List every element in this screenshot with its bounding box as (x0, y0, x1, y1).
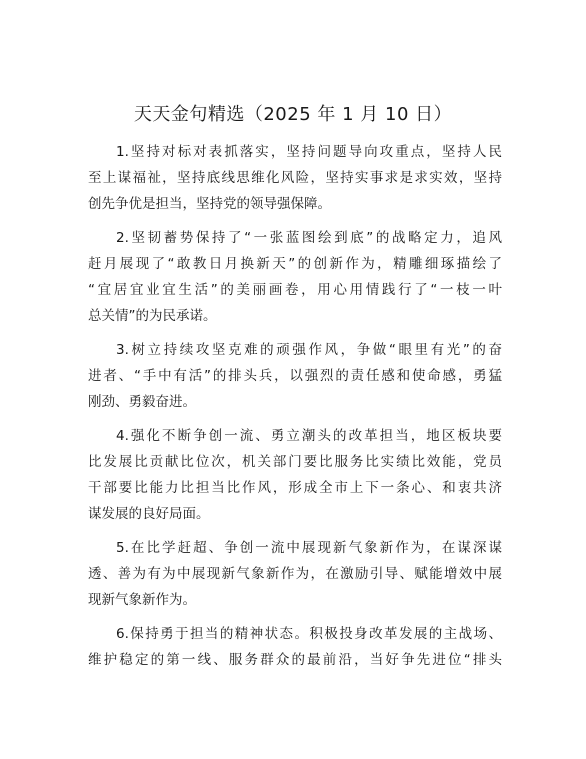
paragraph-line: 1.坚持对标对表抓落实，坚持问题导向攻重点，坚持人民 (116, 144, 502, 160)
paragraph-line: 5.在比学赶超、争创一流中展现新气象新作为，在谋深谋 (116, 540, 502, 556)
paragraph-5 (88, 535, 502, 613)
document-title: 天天金句精选（2025 年 1 月 10 日） (133, 104, 453, 125)
paragraph-line: 干部要比能力比担当比作风，形成全市上下一条心、和衷共济 (88, 480, 502, 496)
paragraph-line: 至上谋福祉，坚持底线思维化风险，坚持实事求是求实效，坚持 (88, 170, 502, 186)
paragraph-line: 进者、“手中有活”的排头兵，以强烈的责任感和使命感，勇猛 (88, 368, 502, 384)
paragraph-line: 6.保持勇于担当的精神状态。积极投身改革发展的主战场、 (116, 626, 502, 642)
paragraph-3 (88, 337, 502, 415)
paragraph-line: 2.坚韧蓄势保持了“一张蓝图绘到底”的战略定力，追风 (116, 230, 502, 246)
paragraph-6 (88, 621, 502, 673)
paragraph-4 (88, 423, 502, 527)
paragraph-line: 现新气象新作为。 (88, 592, 196, 608)
paragraph-1 (88, 139, 502, 217)
paragraph-line: “宜居宜业宜生活”的美丽画卷，用心用情践行了“一枝一叶 (88, 282, 502, 298)
paragraph-line: 透、善为有为中展现新气象新作为，在激励引导、赋能增效中展 (88, 566, 502, 582)
paragraph-line: 3.树立持续攻坚克难的顽强作风，争做“眼里有光”的奋 (116, 342, 502, 358)
paragraph-2 (88, 225, 502, 329)
paragraph-line: 谋发展的良好局面。 (88, 506, 210, 522)
paragraph-line: 赶月展现了“敢教日月换新天”的创新作为，精雕细琢描绘了 (88, 256, 502, 272)
paragraph-line: 比发展比贡献比位次，机关部门要比服务比实绩比效能，党员 (88, 454, 502, 470)
paragraph-line: 刚劲、勇毅奋进。 (88, 394, 196, 410)
paragraph-line: 维护稳定的第一线、服务群众的最前沿，当好争先进位“排头 (88, 652, 502, 668)
paragraph-line: 4.强化不断争创一流、勇立潮头的改革担当，地区板块要 (116, 428, 502, 444)
paragraph-line: 总关情”的为民承诺。 (88, 308, 217, 324)
paragraph-line: 创先争优是担当，坚持党的领导强保障。 (88, 196, 331, 212)
